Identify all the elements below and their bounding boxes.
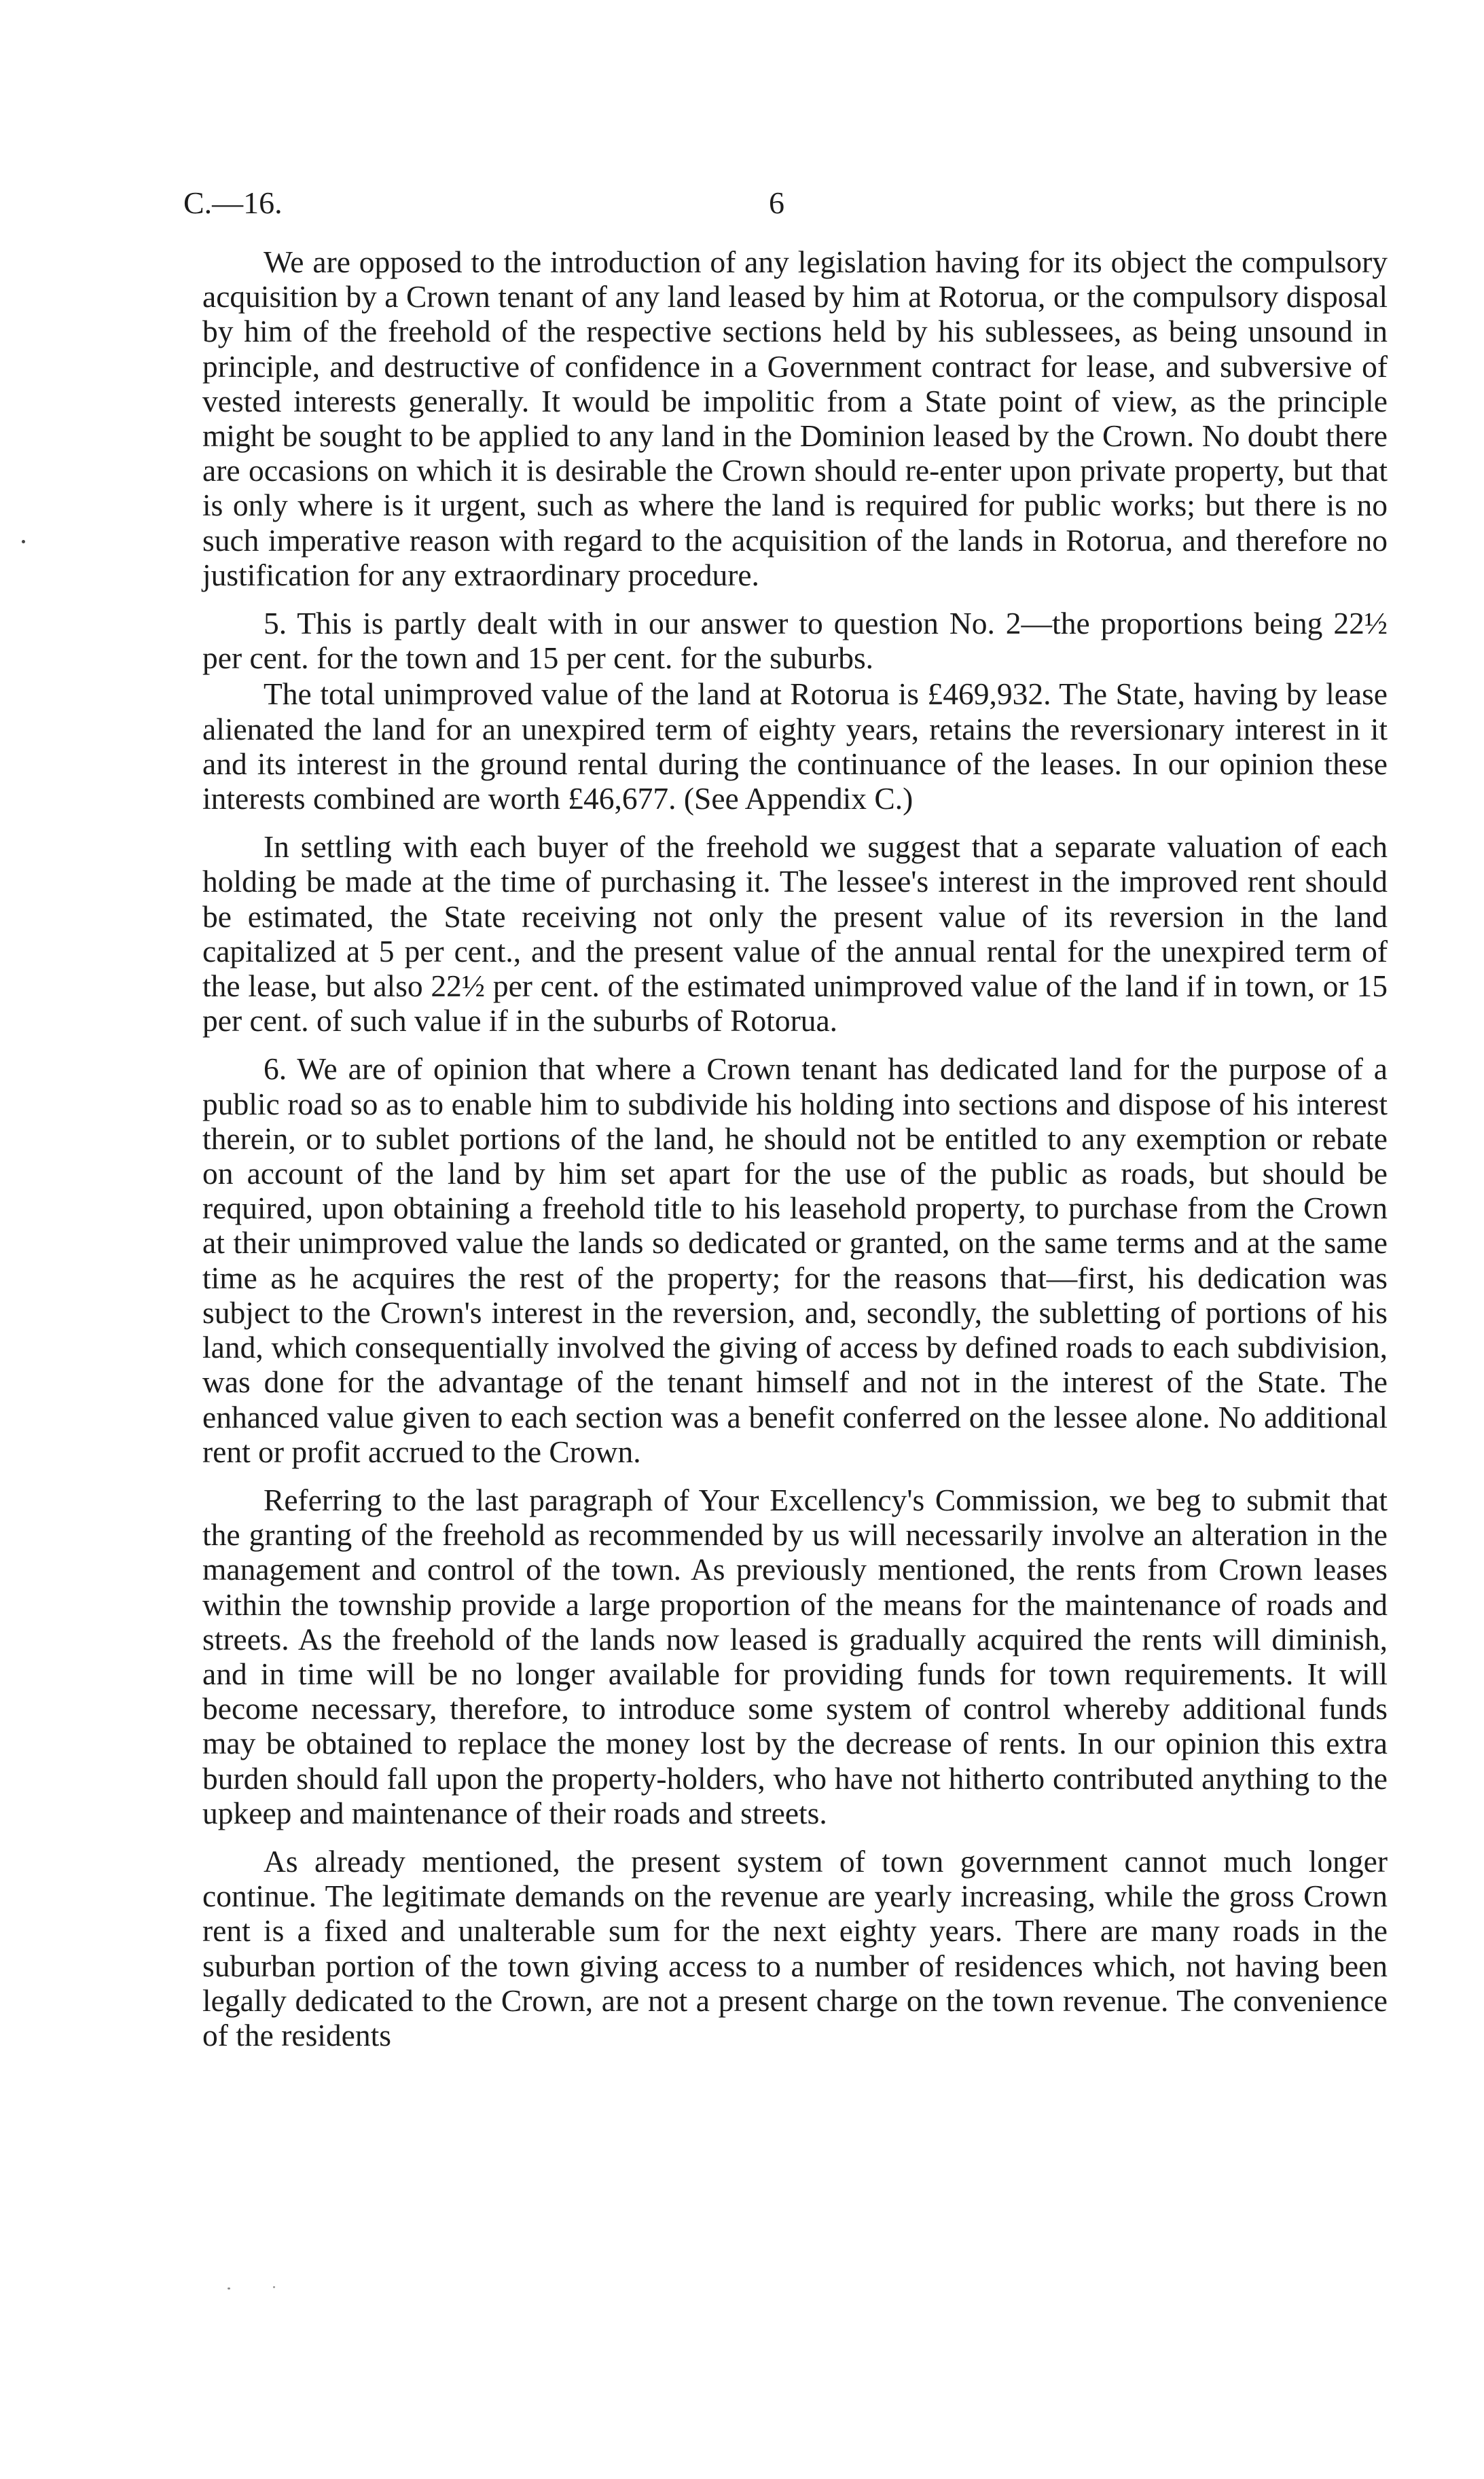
paragraph-commission: Referring to the last paragraph of Your Excellency's Commission, we beg to submit that the granting of the freehold as recommended by us will necessarily involve an alteration in the management and control of the town. As previously mentioned, the rents from Crown leases within the township provide a large proportion of the means for the maintenance of roads and streets. As the freehold of the lands now leased is gradually acquired the rents will diminish, and in time will be no longer available for providing funds for town requirements. It will become necessary, therefore, to introduce some system of control whereby additional funds may be obtained to replace the money lost by the decrease of rents. In our opinion this extra burden should fall upon the property-holders, who have not hitherto contributed anything to the upkeep and maintenance of their roads and streets. bbox=[202, 1482, 1388, 1830]
page-header bbox=[183, 185, 1399, 232]
paragraph-answer-6: 6. We are of opinion that where a Crown tenant has dedicated land for the purpose of a public road so as to enable him to subdivide his holding into sections and dispose of his interest therein, or to sublet portions of the land, he should not be entitled to any exemption or rebate on account of the land by him set apart for the use of the public as roads, but should be required, upon obtaining a freehold title to his leasehold property, to purchase from the Crown at their unimproved value the lands so dedicated or granted, on the same terms and at the same time as he acquires the rest of the property; for the reasons that—first, his dedication was subject to the Crown's interest in the reversion, and, secondly, the subletting of portions of his land, which consequentially involved the giving of access by defined roads to each subdivision, was done for the advantage of the tenant himself and not in the interest of the State. The enhanced value given to each section was a benefit conferred on the lessee alone. No additional rent or profit accrued to the Crown. bbox=[202, 1051, 1388, 1469]
scan-speck bbox=[273, 2286, 275, 2288]
paragraph-legislation: We are opposed to the introduction of any legislation having for its object the compulsory acquisition by a Crown tenant of any land leased by him at Rotorua, or the compulsory disposal by him of the freehold of the respective sections held by his sublessees, as being unsound in principle, and destructive of confidence in a Government contract for lease, and subversive of vested interests generally. It would be impolitic from a State point of view, as the principle might be sought to be applied to any land in the Dominion leased by the Crown. No doubt there are occasions on which it is desirable the Crown should re-enter upon private property, but that is only where is it urgent, such as where the land is required for public works; but there is no such imperative reason with regard to the acquisition of the lands in Rotorua, and therefore no justification for any extraordinary procedure. bbox=[202, 245, 1388, 592]
scan-speck bbox=[22, 540, 25, 543]
paragraph-settling-buyers: In settling with each buyer of the freehold we suggest that a separate valuation of each holding be made at the time of purchasing it. The lessee's interest in the improved rent should be estimated, the State receiving not only the present value of its reversion in the land capitalized at 5 per cent., and the present value of the annual rental for the unexpired term of the lease, but also 22½ per cent. of the estimated unimproved value of the land if in town, or 15 per cent. of such value if in the suburbs of Rotorua. bbox=[202, 829, 1388, 1038]
body-text bbox=[202, 245, 1388, 2066]
paragraph-unimproved-value: The total unimproved value of the land at Rotorua is £469,932. The State, having by lease alienated the land for an unexpired term of eighty years, retains the reversionary interest in it and its interest in the ground rental during the continuance of the leases. In our opinion these interests combined are worth £46,677. (See Appendix C.) bbox=[202, 676, 1388, 816]
document-reference: C.—16. bbox=[183, 185, 283, 220]
paragraph-answer-5: 5. This is partly dealt with in our answer to question No. 2—the proportions being 22½ per cent. for the town and 15 per cent. for the suburbs. bbox=[202, 606, 1388, 676]
page-number: 6 bbox=[769, 185, 784, 220]
scan-speck bbox=[228, 2287, 230, 2290]
paragraph-town-government: As already mentioned, the present system of town government cannot much longer continue. The legitimate demands on the revenue are yearly increasing, while the gross Crown rent is a fixed and unalterable sum for the next eighty years. There are many roads in the suburban portion of the town giving access to a number of residences which, not having been legally dedicated to the Crown, are not a present charge on the town revenue. The convenience of the residents bbox=[202, 1843, 1388, 2052]
